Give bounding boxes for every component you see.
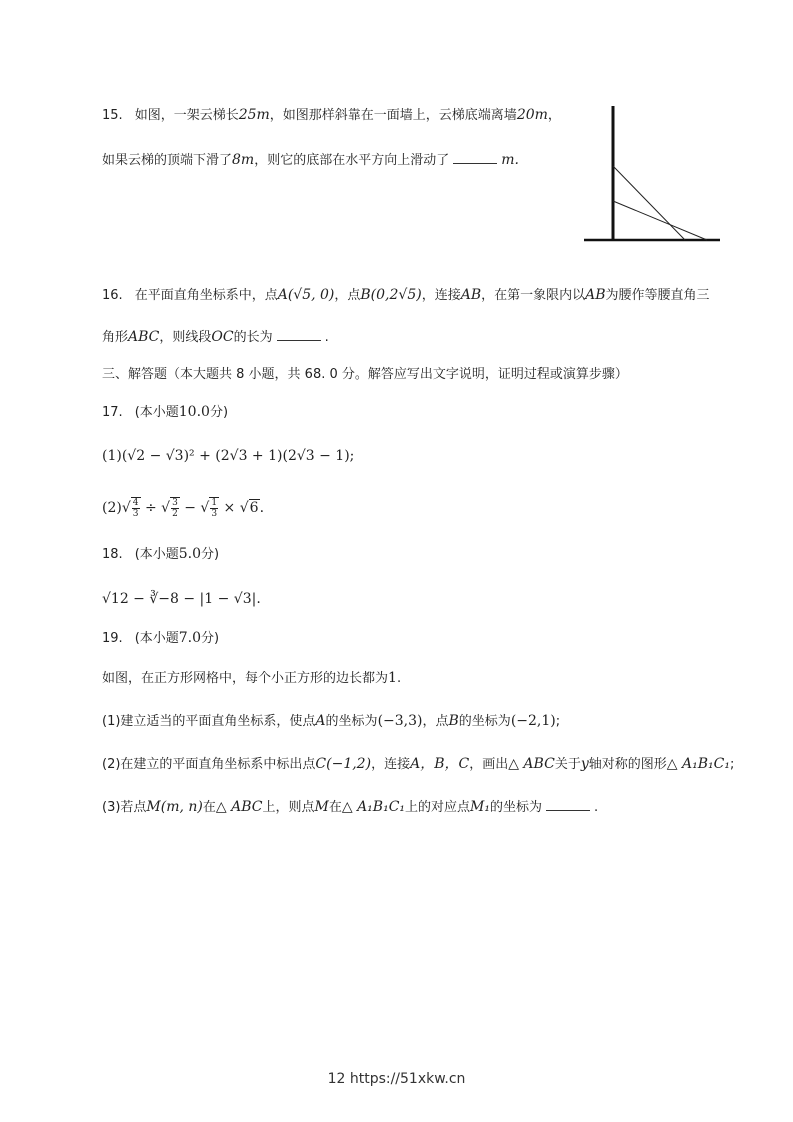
q17-part1: (1)(√2 − √3)² + (2√3 + 1)(2√3 − 1); [102, 448, 355, 464]
section3-heading: 三、解答题（本大题共 8 小题，共 68. 0 分。解答应写出文字说明，证明过程或演算步骤） [102, 367, 628, 382]
q17-score-text: 分) [209, 405, 229, 420]
q19-text: (2)在建立的平面直角坐标系中标出点 [102, 757, 316, 772]
q17-part2-label: (2) [102, 500, 122, 516]
q16-line1 [102, 285, 710, 306]
q19-text: 上的对应点 [405, 800, 471, 815]
q19-text: 的坐标为 [458, 714, 511, 729]
q19-text: ; [555, 714, 561, 729]
point-b-coords: (−2,1) [510, 713, 556, 729]
q15-text: 如图，一架云梯长 [134, 108, 239, 123]
q19-text: ，点 [422, 714, 449, 729]
q15-slide: 8m [232, 152, 255, 168]
fraction-bottom: 2 [172, 509, 178, 519]
fraction-top: 3 [172, 498, 178, 508]
q19-text: 在 [328, 800, 342, 815]
q16-segment: AB [585, 287, 606, 303]
point-m: M(m, n) [146, 799, 203, 815]
q19-text: 上，则点 [262, 800, 315, 815]
point-m: M [314, 799, 329, 815]
q15-text: ，如图那样斜靠在一面墙上，云梯底端离墙 [269, 108, 517, 123]
q18-score-text: (本小题 [134, 547, 179, 562]
q19-part2 [102, 754, 734, 775]
q19-text: 在 [202, 800, 216, 815]
fraction-top: 4 [132, 498, 139, 508]
point-c: C(−1,2) [315, 756, 372, 772]
point-b: B [448, 713, 459, 729]
q18-number: 18. [102, 547, 123, 562]
q16-text: 为腰作等腰直角三 [605, 288, 710, 303]
q16-text: 在平面直角坐标系中，点 [134, 288, 278, 303]
q19-part3 [102, 797, 598, 818]
triangle-abc: △ ABC [508, 756, 555, 772]
q19-score: 7.0 [178, 630, 202, 646]
q15-number: 15. [102, 108, 123, 123]
point-m1: M₁ [470, 799, 490, 815]
q15-line1 [102, 105, 561, 126]
q19-text: (3)若点 [102, 800, 147, 815]
point-a: A [315, 713, 326, 729]
q15-text: ，则它的底部在水平方向上滑动了 [254, 153, 450, 168]
q16-segment-oc: OC [211, 329, 234, 345]
fraction-top: 1 [211, 498, 218, 508]
q19-score-text: 分) [201, 631, 220, 646]
triangle-a1b1c1: △ A₁B₁C₁ [341, 799, 406, 815]
q16-text: ，在第一象限内以 [481, 288, 586, 303]
q15-answer-blank [453, 151, 497, 164]
fraction-bottom: 3 [132, 509, 139, 519]
q19-answer-blank [546, 798, 590, 811]
fraction [170, 497, 180, 519]
q16-text: 角形 [102, 330, 129, 345]
ladder-before [613, 166, 685, 240]
minus-sign: − [184, 500, 196, 516]
q19-text: 的坐标为 [325, 714, 378, 729]
q17-part2: (2)√ $\frac{4}{3}$ ÷ √ $\frac{3}{2}$ − √ $\frac{1}{3}$ × √6. [102, 498, 265, 519]
q19-text: (1)建立适当的平面直角坐标系，使点 [102, 714, 316, 729]
q19-part1 [102, 711, 560, 732]
q17-end: . [259, 500, 265, 516]
q15-distance: 20m [516, 107, 548, 123]
point-a-coords: (−3,3) [377, 713, 423, 729]
triangle-abc: △ ABC [215, 799, 263, 815]
q15-line2 [102, 150, 519, 171]
q19-header [102, 628, 219, 649]
ladder-figure [582, 104, 722, 244]
q18-header [102, 544, 219, 565]
fraction [131, 497, 141, 519]
q16-answer-blank [277, 328, 321, 341]
q19-text: 轴对称的图形 [588, 757, 667, 772]
fraction-bottom: 3 [211, 509, 218, 519]
q15-text: ， [547, 108, 561, 123]
sqrt-6: 6 [249, 500, 259, 516]
q16-line2 [102, 327, 329, 348]
ladder-after [613, 201, 707, 240]
points-abc: A，B，C [410, 756, 470, 772]
q16-text: . [324, 330, 329, 345]
q16-text: 的长为 [233, 330, 273, 345]
q15-text: 如果云梯的顶端下滑了 [102, 153, 233, 168]
q16-text: ，点 [334, 288, 361, 303]
q17-number: 17. [102, 405, 123, 420]
q19-text: . [594, 800, 599, 815]
q18-score-text: 分) [201, 547, 220, 562]
q16-segment: AB [460, 287, 482, 303]
q15-ladder-length: 25m [238, 107, 270, 123]
q16-point-a: A(√5, 0) [277, 287, 335, 303]
q19-intro [102, 668, 401, 689]
q17-header [102, 402, 228, 423]
q16-text: ，连接 [421, 288, 461, 303]
times-sign: × [223, 500, 236, 516]
q16-triangle: ABC [128, 329, 160, 345]
q17-score-text: (本小题 [134, 405, 179, 420]
triangle-a1b1c1: △ A₁B₁C₁ [666, 756, 730, 772]
q15-unit: m. [501, 152, 519, 168]
q18-expression: √12 − ∛−8 − |1 − √3|. [102, 591, 261, 607]
q18-score: 5.0 [178, 546, 202, 562]
fraction [209, 497, 219, 519]
q19-number: 19. [102, 631, 123, 646]
q16-text: ，则线段 [159, 330, 212, 345]
q19-text: ，画出 [469, 757, 509, 772]
q17-score: 10.0 [178, 404, 210, 420]
q19-text: ，连接 [371, 757, 411, 772]
q19-text: . [396, 671, 402, 686]
q19-text: 如图，在正方形网格中，每个小正方形的边长都为 [102, 671, 389, 686]
q19-side-length: 1 [388, 670, 397, 686]
q16-point-b: B(0,2√5) [360, 287, 422, 303]
q19-score-text: (本小题 [134, 631, 179, 646]
q16-number: 16. [102, 288, 123, 303]
q19-text: ; [729, 757, 735, 772]
q19-text: 关于 [554, 757, 581, 772]
divide-sign: ÷ [144, 500, 157, 516]
page-footer: 12 https://51xkw.cn [327, 1071, 466, 1087]
y-axis-label: y [580, 756, 589, 772]
q19-text: 的坐标为 [490, 800, 543, 815]
